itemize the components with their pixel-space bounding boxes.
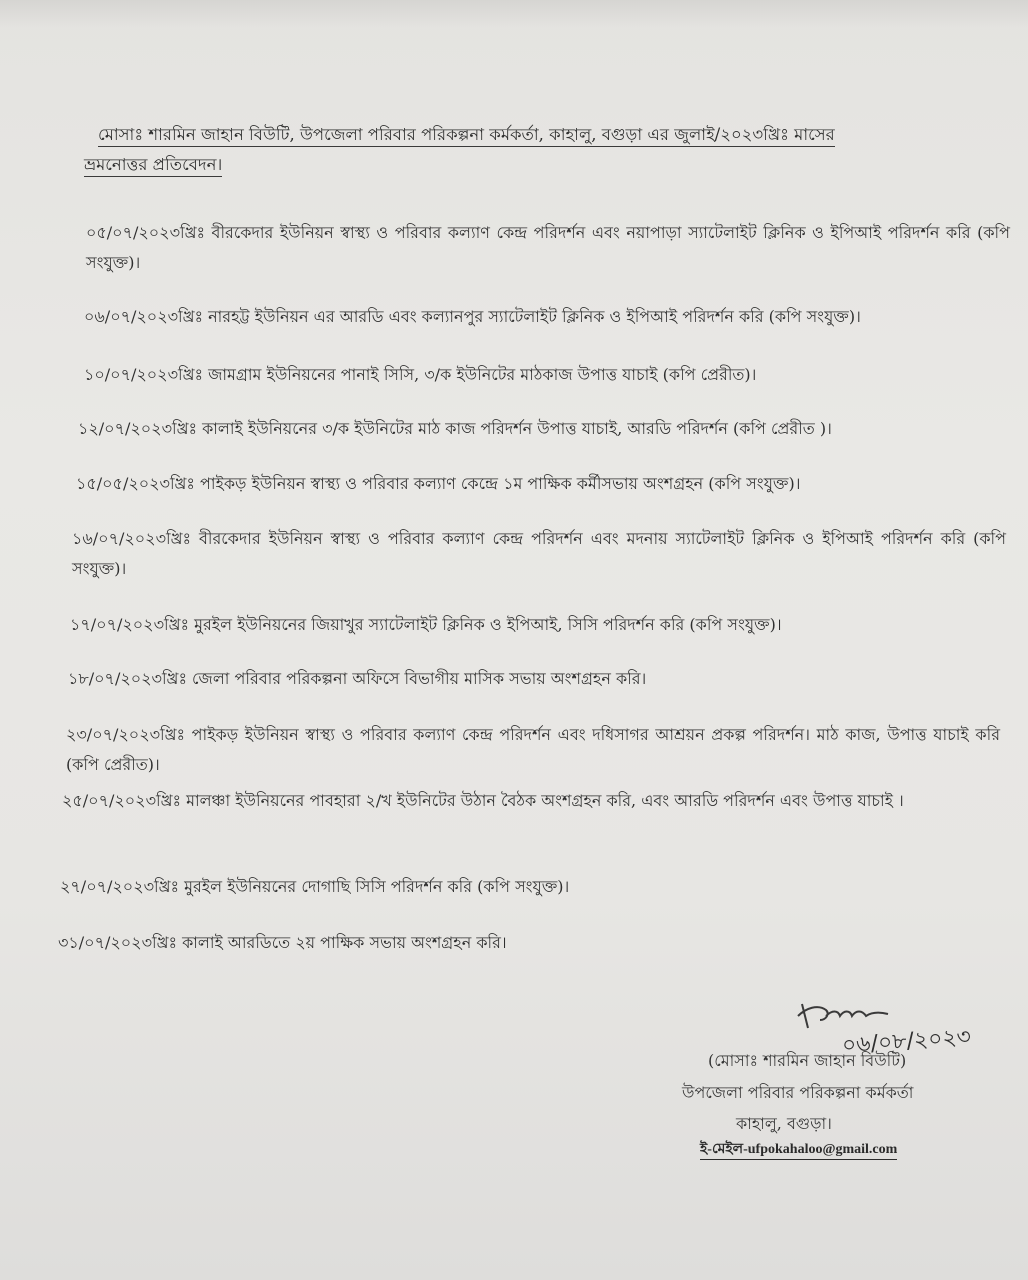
report-heading — [84, 120, 984, 180]
report-entry-1: ০৫/০৭/২০২৩খ্রিঃ বীরকেদার ইউনিয়ন স্বাস্থ্য ও পরিবার কল্যাণ কেন্দ্র পরিদর্শন এবং নয়াপাড়া স্যাটেলাইট ক্লিনিক ও ইপিআই পরিদর্শন করি (কপি সংযুক্ত)। — [86, 223, 1010, 272]
signatory-place: কাহালু, বগুড়া। — [736, 1114, 832, 1133]
report-entry-4: ১২/০৭/২০২৩খ্রিঃ কালাই ইউনিয়নের ৩/ক ইউনিটের মাঠ কাজ পরিদর্শন উপাত্ত যাচাই, আরডি পরিদর্শন (কপি প্রেরীত )। — [78, 419, 832, 438]
report-entry-6: ১৬/০৭/২০২৩খ্রিঃ বীরকেদার ইউনিয়ন স্বাস্থ্য ও পরিবার কল্যাণ কেন্দ্র পরিদর্শন এবং মদনায় স্যাটেলাইট ক্লিনিক ও ইপিআই পরিদর্শন করি (কপি সংযুক্ত)। — [72, 529, 1006, 578]
report-entry-11: ২৭/০৭/২০২৩খ্রিঃ মুরইল ইউনিয়নের দোগাছি সিসি পরিদর্শন করি (কপি সংযুক্ত)। — [60, 877, 570, 896]
report-entry-5: ১৫/০৫/২০২৩খ্রিঃ পাইকড় ইউনিয়ন স্বাস্থ্য ও পরিবার কল্যাণ কেন্দ্রে ১ম পাক্ষিক কর্মীসভায় অংশগ্রহন (কপি সংযুক্ত)। — [76, 474, 801, 493]
report-entry-7: ১৭/০৭/২০২৩খ্রিঃ মুরইল ইউনিয়নের জিয়াখুর স্যাটেলাইট ক্লিনিক ও ইপিআই, সিসি পরিদর্শন করি (কপি সংযুক্ত)। — [70, 615, 782, 634]
signatory-name: (মোসাঃ শারমিন জাহান বিউটি) — [708, 1051, 907, 1070]
heading-line-2: ভ্রমনোত্তর প্রতিবেদন। — [84, 150, 984, 180]
signatory-title: উপজেলা পরিবার পরিকল্পনা কর্মকর্তা — [682, 1083, 914, 1102]
page-shadow — [0, 0, 1028, 28]
report-entry-2: ০৬/০৭/২০২৩খ্রিঃ নারহট্ট ইউনিয়ন এর আরডি এবং কল্যানপুর স্যাটেলাইট ক্লিনিক ও ইপিআই পরিদর্শন করি (কপি সংযুক্ত)। — [84, 307, 861, 326]
report-entry-9: ২৩/০৭/২০২৩খ্রিঃ পাইকড় ইউনিয়ন স্বাস্থ্য ও পরিবার কল্যাণ কেন্দ্র পরিদর্শন এবং দধিসাগর আশ্রয়ন প্রকল্প পরিদর্শন। মাঠ কাজ, উপাত্ত যাচাই করি (কপি প্রেরীত)। — [66, 725, 1000, 774]
heading-line-1: মোসাঃ শারমিন জাহান বিউটি, উপজেলা পরিবার পরিকল্পনা কর্মকর্তা, কাহালু, বগুড়া এর জুলাই/২০২৩খ্রিঃ মাসের — [84, 120, 984, 150]
report-entry-10: ২৫/০৭/২০২৩খ্রিঃ মালঞ্চা ইউনিয়নের পাবহারা ২/খ ইউনিটের উঠান বৈঠক অংশগ্রহন করি, এবং আরডি পরিদর্শন এবং উপাত্ত যাচাই । — [62, 791, 904, 810]
signature-date: ০৬/০৮/২০২৩ — [841, 1024, 972, 1059]
signatory-email: ই-মেইল-ufpokahaloo@gmail.com — [700, 1141, 897, 1160]
report-entry-12: ৩১/০৭/২০২৩খ্রিঃ কালাই আরডিতে ২য় পাক্ষিক সভায় অংশগ্রহন করি। — [58, 933, 507, 952]
report-entry-3: ১০/০৭/২০২৩খ্রিঃ জামগ্রাম ইউনিয়নের পানাই সিসি, ৩/ক ইউনিটের মাঠকাজ উপাত্ত যাচাই (কপি প্রেরীত)। — [84, 365, 757, 384]
report-entry-8: ১৮/০৭/২০২৩খ্রিঃ জেলা পরিবার পরিকল্পনা অফিসে বিভাগীয় মাসিক সভায় অংশগ্রহন করি। — [68, 669, 647, 688]
